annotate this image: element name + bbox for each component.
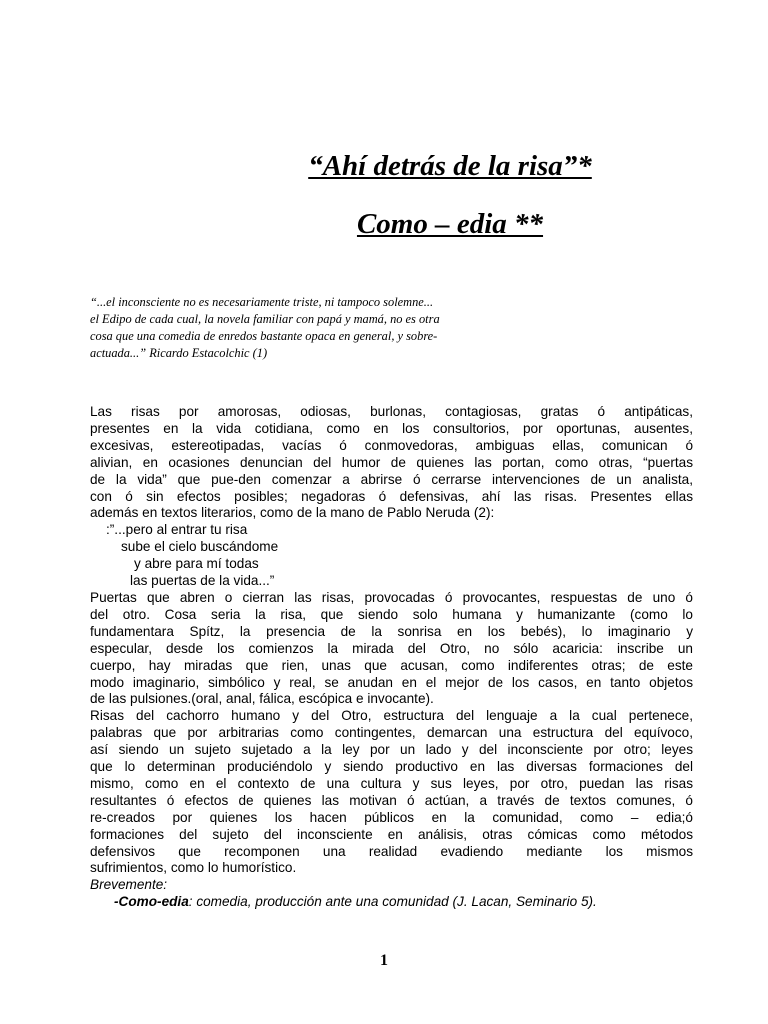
text-line: presentes en la vida cotidiana, como en los consultorios, por oportunas, ausentes, bbox=[90, 420, 693, 436]
document-title: “Ahí detrás de la risa”* bbox=[308, 150, 592, 182]
text-line: de las pulsiones.(oral, anal, fálica, escópica e invocante). bbox=[90, 691, 434, 707]
text-line: cuerpo, hay miradas que rien, unas que acusan, como indiferentes otras; de este bbox=[90, 657, 693, 673]
text-line: del otro. Cosa seria la risa, que siendo solo humana y humanizante (como lo bbox=[90, 606, 693, 622]
text-line: modo imaginario, simbólico y real, se anudan en el mejor de los casos, en tanto objetos bbox=[90, 674, 693, 690]
definition-line bbox=[90, 894, 693, 911]
text-line: formaciones del sujeto del inconsciente en análisis, otras cómicas como métodos bbox=[90, 826, 693, 842]
text-line: defensivos que recomponen una realidad evadiendo mediante los mismos bbox=[90, 843, 693, 859]
text-line: resultantes ó efectos de quienes las motivan ó actúan, a través de textos comunes, ó bbox=[90, 792, 693, 808]
text-line: mismo, como en el contexto de una cultura y sus leyes, por otro, puedan las risas bbox=[90, 775, 693, 791]
poem-line: las puertas de la vida...” bbox=[130, 573, 275, 589]
document-subtitle: Como – edia ** bbox=[356, 208, 544, 240]
text-line: de la vida” que pue-den comenzar a abrirse ó cerrarse intervenciones de un analista, bbox=[90, 471, 693, 487]
text-line: alivian, en ocasiones denuncian del humor de quienes las portan, como otras, “puertas bbox=[90, 454, 693, 470]
epigraph-line: actuada...” Ricardo Estacolchic (1) bbox=[90, 346, 268, 360]
definition-term: -Como-edia bbox=[114, 894, 189, 910]
epigraph-line: “...el inconsciente no es necesariamente triste, ni tampoco solemne... bbox=[90, 295, 434, 309]
text-line: Puertas que abren o cierran las risas, provocadas ó provocantes, respuestas de uno ó bbox=[90, 589, 693, 605]
poem-line: sube el cielo buscándome bbox=[121, 539, 279, 555]
epigraph-line: cosa que una comedia de enredos bastante opaca en general, y sobre- bbox=[90, 329, 438, 343]
brevemente-line: Brevemente: bbox=[90, 877, 168, 893]
text-line: sufrimientos, como lo humorístico. bbox=[90, 860, 297, 876]
text-line: fundamentara Spítz, la presencia de la sonrisa en los bebés), lo imaginario y bbox=[90, 623, 693, 639]
text-line: especular, desde los comienzos la mirada del Otro, no sólo acaricia: inscribe un bbox=[90, 640, 693, 656]
text-line: además en textos literarios, como de la mano de Pablo Neruda (2): bbox=[90, 505, 495, 521]
paragraph-3 bbox=[90, 708, 693, 877]
text-line: con ó sin efectos posibles; negadoras ó defensivas, ahí las risas. Presentes ellas bbox=[90, 488, 693, 504]
poem-quote bbox=[90, 522, 693, 590]
text-line: así siendo un sujeto sujetado a la ley por un lado y del inconsciente por otro; leyes bbox=[90, 742, 693, 758]
epigraph-line: el Edipo de cada cual, la novela familiar con papá y mamá, no es otra bbox=[90, 312, 440, 326]
paragraph-1 bbox=[90, 404, 693, 522]
text-line: excesivas, estereotipadas, vacías ó conmovedoras, ambiguas ellas, comunican ó bbox=[90, 437, 693, 453]
poem-line: y abre para mí todas bbox=[134, 556, 259, 572]
page-number: 1 bbox=[380, 952, 388, 969]
definition-text: : comedia, producción ante una comunidad (J. Lacan, Seminario 5). bbox=[188, 894, 597, 910]
text-line: re-creados por quienes los hacen públicos en la comunidad, como – edia;ó bbox=[90, 809, 693, 825]
text-line: Las risas por amorosas, odiosas, burlonas, contagiosas, gratas ó antipáticas, bbox=[90, 404, 693, 419]
epigraph-quote bbox=[90, 294, 510, 362]
text-line: que lo determinan produciéndolo y siendo productivo en las diversas formaciones del bbox=[90, 759, 693, 775]
poem-line: :”...pero al entrar tu risa bbox=[106, 522, 248, 538]
body-text bbox=[90, 404, 693, 911]
paragraph-2 bbox=[90, 590, 693, 708]
text-line: palabras que por arbitrarias como contingentes, demarcan una estructura del equívoco, bbox=[90, 725, 693, 741]
text-line: Risas del cachorro humano y del Otro, estructura del lenguaje a la cual pertenece, bbox=[90, 708, 693, 724]
